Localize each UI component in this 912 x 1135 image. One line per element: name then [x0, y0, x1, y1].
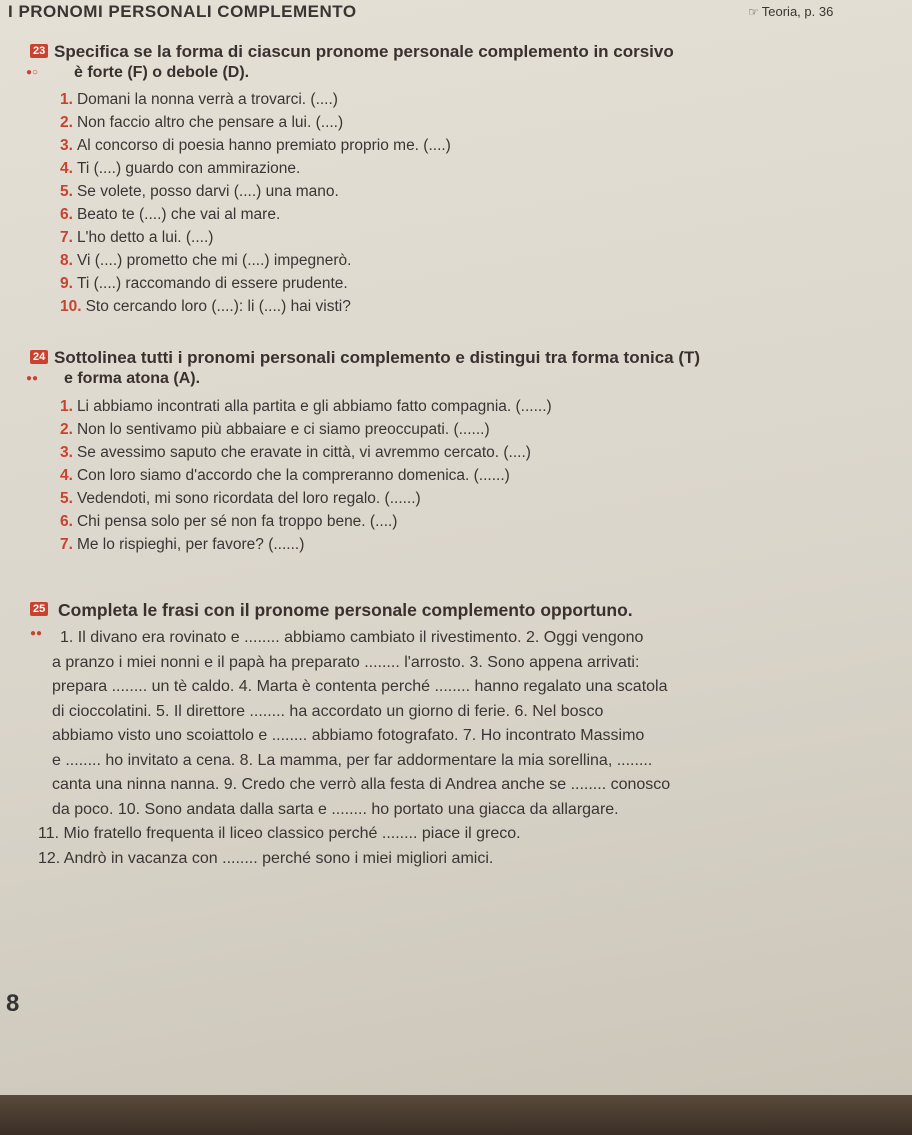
- exercise-number: 25: [30, 602, 48, 616]
- exercise-instruction: Completa le frasi con il pronome personale complemento opportuno.: [58, 600, 633, 620]
- list-item: 10. Sto cercando loro (....): li (....) hai visti?: [60, 298, 351, 315]
- list-item: 6. Beato te (....) che vai al mare.: [60, 206, 281, 223]
- paragraph-line: abbiamo visto uno scoiattolo e ........ abbiamo fotografato. 7. Ho incontrato Massimo: [52, 727, 645, 744]
- list-item: 6. Chi pensa solo per sé non fa troppo bene. (....): [60, 513, 398, 530]
- exercise-25-paragraph: [38, 626, 902, 871]
- list-item: 2. Non lo sentivamo più abbaiare e ci siamo preoccupati. (......): [60, 421, 490, 438]
- pointing-hand-icon: ☞: [748, 5, 759, 19]
- exercise-instruction: Specifica se la forma di ciascun pronome personale complemento in corsivo: [54, 42, 674, 61]
- paragraph-line: canta una ninna nanna. 9. Credo che verrò alla festa di Andrea anche se ........ conosco: [52, 776, 671, 793]
- list-item: 3. Al concorso di poesia hanno premiato proprio me. (....): [60, 137, 451, 154]
- table-surface: [0, 1095, 912, 1135]
- exercise-instruction-cont: e forma atona (A).: [64, 370, 201, 387]
- paragraph-line: 1. Il divano era rovinato e ........ abbiamo cambiato il rivestimento. 2. Oggi vengono: [60, 629, 644, 646]
- exercise-instruction: Sottolinea tutti i pronomi personali complemento e distingui tra forma tonica (T): [54, 348, 701, 367]
- paragraph-line: prepara ........ un tè caldo. 4. Marta è contenta perché ........ hanno regalato una scatola: [52, 678, 668, 695]
- exercise-number: 23: [30, 44, 48, 58]
- list-item: 3. Se avessimo saputo che eravate in città, vi avremmo cercato. (....): [60, 444, 531, 461]
- page-number: 8: [6, 990, 20, 1017]
- list-item: 1. Li abbiamo incontrati alla partita e gli abbiamo fatto compagnia. (......): [60, 398, 552, 415]
- paragraph-line: 11. Mio fratello frequenta il liceo classico perché ........ piace il greco.: [38, 825, 521, 842]
- list-item: 5. Se volete, posso darvi (....) una mano.: [60, 183, 339, 200]
- paragraph-line: di cioccolatini. 5. Il direttore ........ ha accordato un giorno di ferie. 6. Nel bosco: [52, 702, 604, 720]
- paragraph-line: a pranzo i miei nonni e il papà ha preparato ........ l'arrosto. 3. Sono appena arrivati:: [52, 653, 640, 671]
- list-item: 7. L'ho detto a lui. (....): [60, 229, 214, 246]
- difficulty-dots-icon: ●●: [26, 373, 39, 384]
- section-title: I PRONOMI PERSONALI COMPLEMENTO: [8, 2, 357, 21]
- list-item: 2. Non faccio altro che pensare a lui. (....): [60, 114, 344, 131]
- difficulty-dots-icon: ●○: [26, 67, 39, 78]
- exercise-number: 24: [30, 350, 48, 364]
- paragraph-line: 12. Andrò in vacanza con ........ perché sono i miei migliori amici.: [38, 849, 494, 867]
- paragraph-line: e ........ ho invitato a cena. 8. La mamma, per far addormentare la mia sorellina, ........: [52, 751, 653, 769]
- exercise-24: [0, 348, 912, 556]
- exercise-23: [0, 42, 912, 318]
- list-item: 1. Domani la nonna verrà a trovarci. (....): [60, 91, 338, 108]
- list-item: 9. Ti (....) raccomando di essere prudente.: [60, 275, 348, 292]
- list-item: 7. Me lo rispieghi, per favore? (......): [60, 536, 305, 553]
- list-item: 5. Vedendoti, mi sono ricordata del loro regalo. (......): [60, 490, 421, 507]
- list-item: 8. Vi (....) prometto che mi (....) impegnerò.: [60, 252, 352, 269]
- theory-reference-text: Teoria, p. 36: [761, 4, 834, 19]
- theory-reference: [748, 4, 833, 19]
- difficulty-dots-icon: ●●: [30, 628, 43, 639]
- paragraph-line: da poco. 10. Sono andata dalla sarta e ........ ho portato una giacca da allargare.: [52, 800, 619, 818]
- list-item: 4. Con loro siamo d'accordo che la compreranno domenica. (......): [60, 467, 510, 484]
- exercise-instruction-cont: è forte (F) o debole (D).: [74, 64, 250, 81]
- list-item: 4. Ti (....) guardo con ammirazione.: [60, 160, 301, 177]
